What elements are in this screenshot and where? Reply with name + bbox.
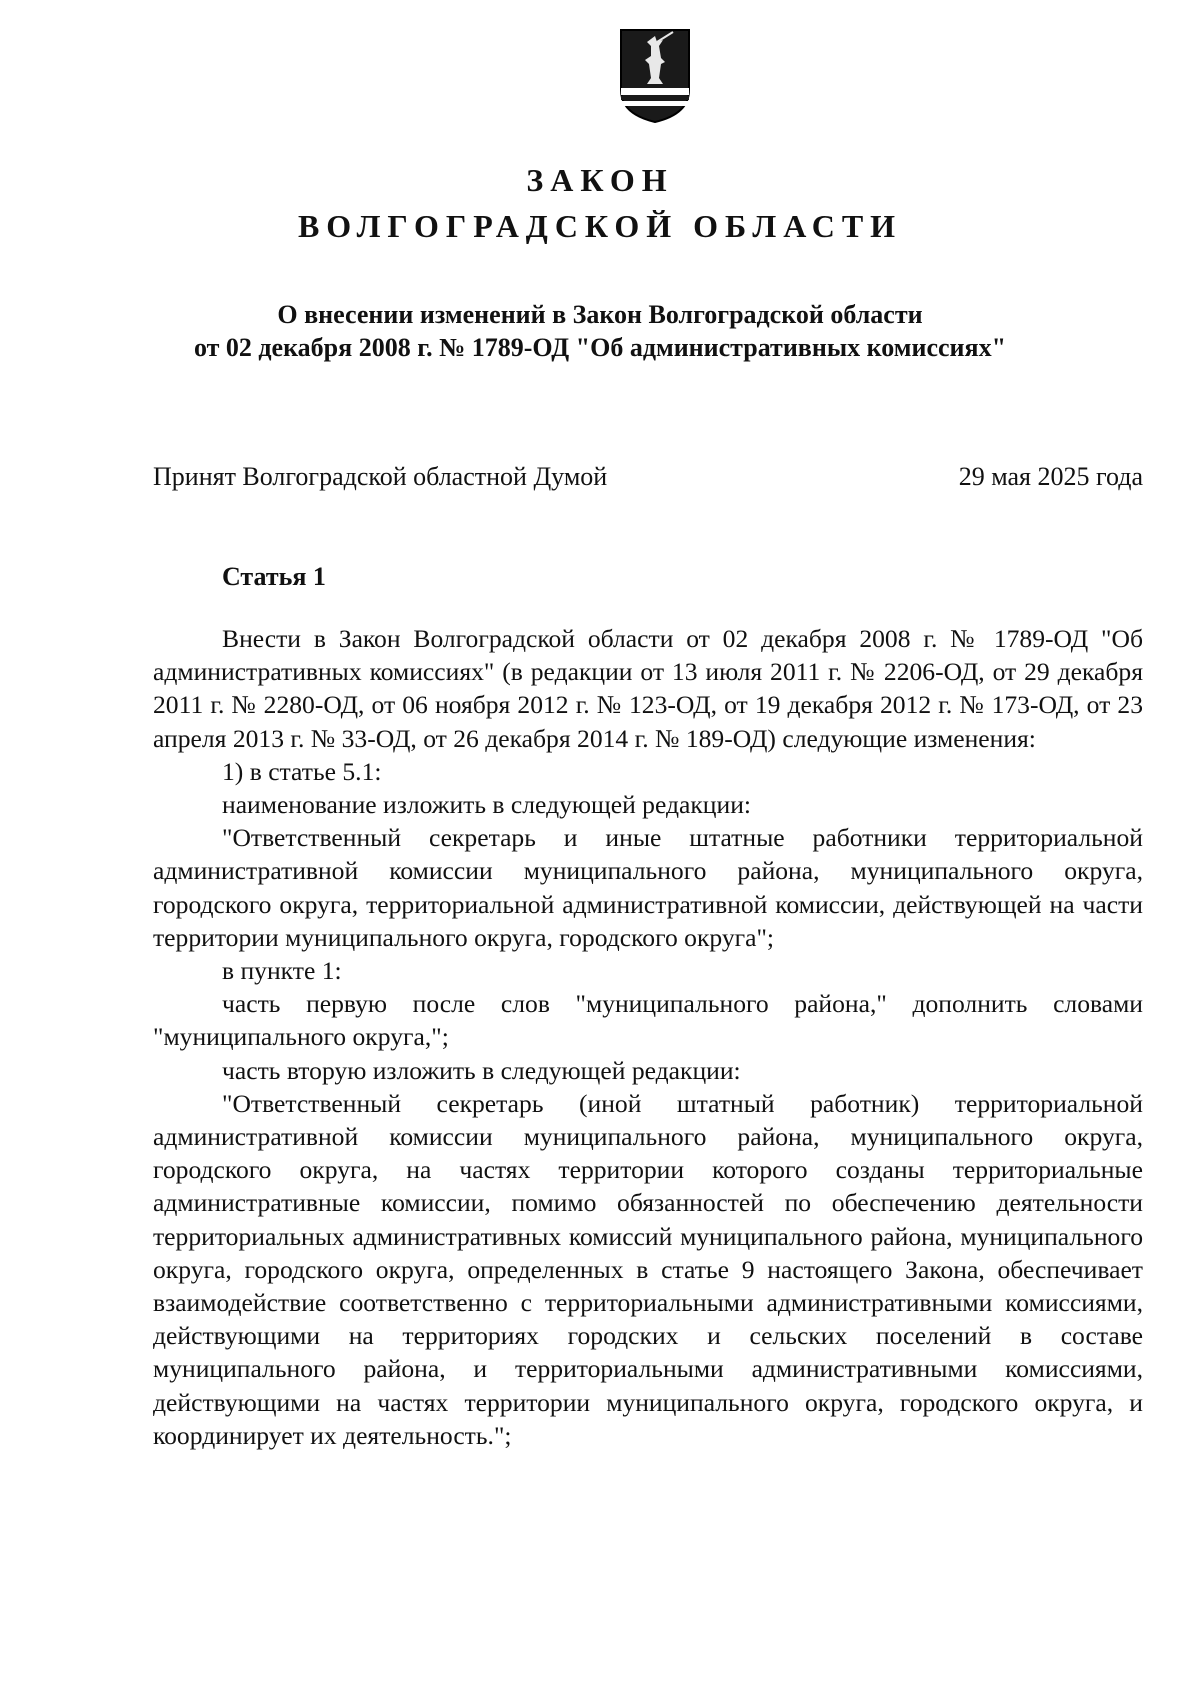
article-body bbox=[153, 622, 1143, 1452]
law-subtitle bbox=[0, 298, 1200, 364]
article-paragraph: Внести в Закон Волгоградской области от 02 декабря 2008 г. № 1789-ОД "Об административных комиссиях" (в редакции от 13 июля 2011 г. № 2206-ОД, от 29 декабря 2011 г. № 2280-ОД, от 06 ноября 2012 г. № 123-ОД, от 19 декабря 2012 г. № 173-ОД, от 23 апреля 2013 г. № 33-ОД, от 26 декабря 2014 г. № 189-ОД) следующие изменения: bbox=[153, 624, 1143, 753]
article-paragraph: часть первую после слов "муниципального района," дополнить словами "муниципального округа,"; bbox=[153, 989, 1143, 1052]
law-title: ЗАКОН bbox=[526, 162, 674, 198]
article-paragraph: наименование изложить в следующей редакции: bbox=[222, 790, 752, 820]
law-subtitle-line-2: от 02 декабря 2008 г. № 1789-ОД "Об административных комиссиях" bbox=[193, 333, 1007, 362]
article-paragraph: 1) в статье 5.1: bbox=[222, 756, 382, 786]
adopted-by: Принят Волгоградской областной Думой bbox=[153, 462, 608, 491]
article-paragraph: в пункте 1: bbox=[222, 956, 342, 986]
law-region-title: ВОЛГОГРАДСКОЙ ОБЛАСТИ bbox=[297, 208, 903, 244]
article-paragraph: часть вторую изложить в следующей редакции: bbox=[222, 1055, 741, 1085]
law-subtitle-line-1: О внесении изменений в Закон Волгоградской области bbox=[277, 300, 923, 329]
adoption-date: 29 мая 2025 года bbox=[958, 462, 1143, 491]
adoption-line bbox=[153, 462, 1143, 492]
article-paragraph: "Ответственный секретарь (иной штатный работник) территориальной административной комиссии муниципального района, муниципального округа, городского округа, на частях территории которого созданы территориальные административные комиссии, помимо обязанностей по обеспечению деятельности территориальных административных комиссий муниципального района, муниципального округа, городского округа, определенных в статье 9 настоящего Закона, обеспечивает взаимодействие соответственно с территориальными административными комиссиями, действующими на территориях городских и сельских поселений в составе муниципального района, и территориальными административными комиссиями, действующими на частях территории муниципального округа, городского округа, и координирует их деятельность."; bbox=[153, 1088, 1143, 1450]
article-title: Статья 1 bbox=[222, 562, 326, 591]
volgograd-coat-of-arms-icon bbox=[617, 28, 693, 124]
article-paragraph: "Ответственный секретарь и иные штатные работники территориальной административной комиссии муниципального района, муниципального округа, городского округа, территориальной административной комиссии, действующей на части территории муниципального округа, городского округа"; bbox=[153, 823, 1143, 952]
